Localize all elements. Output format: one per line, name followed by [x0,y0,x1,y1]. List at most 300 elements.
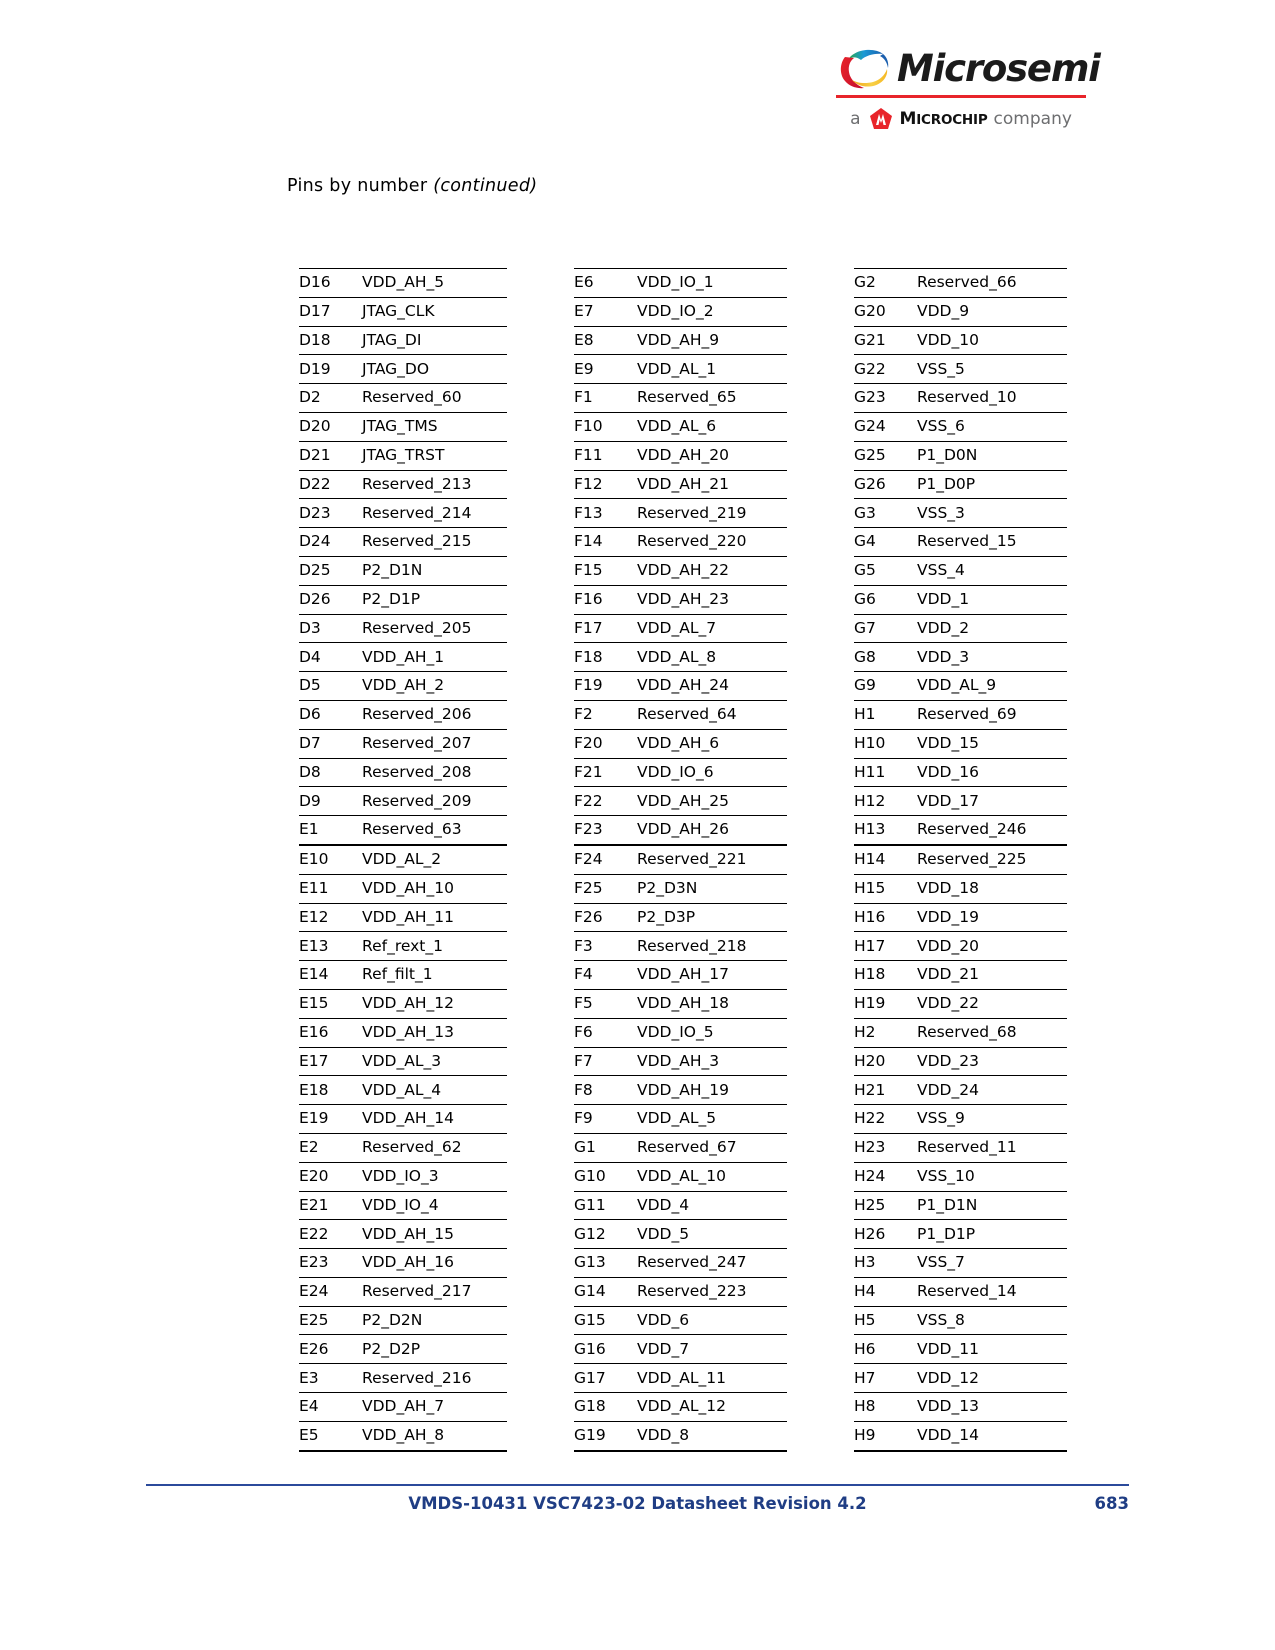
pin-number-cell: H24 [854,1162,917,1191]
table-row [854,700,1067,729]
pin-signal-cell: Reserved_64 [637,700,787,729]
pin-number-cell: H12 [854,787,917,816]
pin-number-cell: H4 [854,1277,917,1306]
pin-number-cell: H15 [854,874,917,903]
pin-number-cell: G19 [574,1421,637,1450]
pin-signal-cell: VDD_21 [917,961,1067,990]
pin-number-cell: H11 [854,758,917,787]
pin-number-cell: D17 [299,297,362,326]
table-row [854,326,1067,355]
pin-signal-cell: VDD_AL_7 [637,614,787,643]
table-row [299,787,507,816]
table-row [574,700,787,729]
table-row [854,1393,1067,1422]
pin-signal-cell: Reserved_221 [637,845,787,874]
table-row [854,556,1067,585]
pin-signal-cell: VDD_IO_5 [637,1018,787,1047]
pin-signal-cell: VDD_11 [917,1335,1067,1364]
pin-signal-cell: Ref_rext_1 [362,932,507,961]
pin-signal-cell: P2_D2N [362,1306,507,1335]
pin-signal-cell: VDD_AH_16 [362,1249,507,1278]
pin-number-cell: E14 [299,961,362,990]
pin-number-cell: H25 [854,1191,917,1220]
table-row [299,700,507,729]
footer-page-number: 683 [1094,1494,1129,1513]
pin-number-cell: F12 [574,470,637,499]
tagline-company-word: company [993,109,1072,129]
pin-signal-cell: VSS_9 [917,1105,1067,1134]
pin-number-cell: H23 [854,1133,917,1162]
pin-signal-cell: Reserved_218 [637,932,787,961]
pin-signal-cell: Reserved_15 [917,528,1067,557]
pin-number-cell: F2 [574,700,637,729]
pin-number-cell: G11 [574,1191,637,1220]
pin-number-cell: D20 [299,412,362,441]
pin-number-cell: G1 [574,1133,637,1162]
pin-signal-cell: VDD_AH_3 [637,1047,787,1076]
pin-signal-cell: VDD_AH_20 [637,441,787,470]
pin-number-cell: E15 [299,989,362,1018]
pin-signal-cell: VDD_12 [917,1364,1067,1393]
pin-signal-cell: P1_D1P [917,1220,1067,1249]
pin-number-cell: E5 [299,1421,362,1450]
table-row [854,1277,1067,1306]
table-row [299,499,507,528]
pin-signal-cell: VDD_AL_2 [362,845,507,874]
pin-signal-cell: VDD_AH_1 [362,643,507,672]
pin-signal-cell: VDD_AH_6 [637,729,787,758]
pin-number-cell: D18 [299,326,362,355]
pin-table-2-body [574,269,787,1451]
pin-table-3-body [854,269,1067,1451]
pin-number-cell: G20 [854,297,917,326]
pin-number-cell: F22 [574,787,637,816]
pin-signal-cell: VDD_9 [917,297,1067,326]
pin-number-cell: H7 [854,1364,917,1393]
table-row [299,441,507,470]
pin-number-cell: G18 [574,1393,637,1422]
table-row [299,1220,507,1249]
pin-signal-cell: VDD_17 [917,787,1067,816]
pin-number-cell: G2 [854,269,917,298]
table-row [574,1047,787,1076]
pin-number-cell: D5 [299,672,362,701]
table-row [574,1306,787,1335]
pin-signal-cell: Reserved_11 [917,1133,1067,1162]
table-row [574,643,787,672]
pin-signal-cell: VDD_AH_26 [637,816,787,845]
table-row [299,1191,507,1220]
pin-signal-cell: Reserved_14 [917,1277,1067,1306]
pin-number-cell: E19 [299,1105,362,1134]
table-row [574,528,787,557]
pin-number-cell: E1 [299,816,362,845]
pin-signal-cell: VDD_AH_15 [362,1220,507,1249]
table-row [574,1076,787,1105]
pin-signal-cell: Reserved_62 [362,1133,507,1162]
pin-number-cell: H26 [854,1220,917,1249]
table-row [299,1076,507,1105]
page-footer [146,1494,1129,1522]
pin-signal-cell: Reserved_216 [362,1364,507,1393]
table-row [854,816,1067,845]
pin-signal-cell: Reserved_63 [362,816,507,845]
pin-signal-cell: P2_D3N [637,874,787,903]
table-row [854,1105,1067,1134]
pin-signal-cell: VDD_AL_12 [637,1393,787,1422]
pin-number-cell: D7 [299,729,362,758]
pin-number-cell: E3 [299,1364,362,1393]
table-row [299,1018,507,1047]
tagline-article: a [850,109,861,129]
pin-signal-cell: VDD_IO_1 [637,269,787,298]
microchip-tagline [836,107,1086,131]
table-row [299,1047,507,1076]
pin-signal-cell: Reserved_66 [917,269,1067,298]
pin-number-cell: D16 [299,269,362,298]
pin-signal-cell: VDD_AL_10 [637,1162,787,1191]
pin-signal-cell: VSS_7 [917,1249,1067,1278]
pin-signal-cell: VDD_10 [917,326,1067,355]
table-row [854,643,1067,672]
pin-signal-cell: Reserved_68 [917,1018,1067,1047]
pin-number-cell: G24 [854,412,917,441]
pin-number-cell: D24 [299,528,362,557]
pin-signal-cell: VDD_IO_3 [362,1162,507,1191]
table-row [854,729,1067,758]
pin-signal-cell: VDD_AL_8 [637,643,787,672]
table-row [854,1133,1067,1162]
table-row [574,499,787,528]
pin-signal-cell: VDD_2 [917,614,1067,643]
table-row [854,874,1067,903]
pin-signal-cell: VDD_1 [917,585,1067,614]
pin-signal-cell: VDD_AH_5 [362,269,507,298]
table-row [854,1220,1067,1249]
table-row [574,1133,787,1162]
pin-signal-cell: VDD_AH_22 [637,556,787,585]
table-row [299,1277,507,1306]
pin-number-cell: G7 [854,614,917,643]
table-row [574,903,787,932]
pin-signal-cell: Reserved_67 [637,1133,787,1162]
table-row [299,816,507,845]
pin-number-cell: H17 [854,932,917,961]
table-row [854,1047,1067,1076]
pin-signal-cell: VDD_8 [637,1421,787,1450]
pin-signal-cell: VDD_6 [637,1306,787,1335]
pin-number-cell: F8 [574,1076,637,1105]
table-row [299,874,507,903]
pin-number-cell: G15 [574,1306,637,1335]
pin-number-cell: G17 [574,1364,637,1393]
pin-signal-cell: VDD_14 [917,1421,1067,1450]
table-row [299,845,507,874]
table-row [574,384,787,413]
pin-number-cell: D2 [299,384,362,413]
table-row [299,758,507,787]
table-row [299,643,507,672]
pin-number-cell: E10 [299,845,362,874]
pin-number-cell: D22 [299,470,362,499]
table-row [854,672,1067,701]
pin-number-cell: E23 [299,1249,362,1278]
table-row [574,1393,787,1422]
pin-signal-cell: VDD_AH_2 [362,672,507,701]
pin-number-cell: F6 [574,1018,637,1047]
pin-number-cell: F5 [574,989,637,1018]
pin-table-3 [854,268,1067,1452]
table-row [299,729,507,758]
pin-number-cell: H21 [854,1076,917,1105]
table-row [299,932,507,961]
pin-number-cell: G12 [574,1220,637,1249]
table-row [574,585,787,614]
pin-signal-cell: VDD_AL_9 [917,672,1067,701]
table-row [299,585,507,614]
table-row [574,932,787,961]
pin-number-cell: E7 [574,297,637,326]
pin-number-cell: E13 [299,932,362,961]
pin-number-cell: H16 [854,903,917,932]
table-row [574,989,787,1018]
pin-signal-cell: VDD_AH_12 [362,989,507,1018]
pin-number-cell: F3 [574,932,637,961]
pin-signal-cell: P1_D0N [917,441,1067,470]
pin-number-cell: G9 [854,672,917,701]
table-row [574,556,787,585]
pin-number-cell: D4 [299,643,362,672]
table-row [299,1105,507,1134]
table-row [574,1249,787,1278]
table-row [854,614,1067,643]
pin-number-cell: H9 [854,1421,917,1450]
pin-signal-cell: VDD_7 [637,1335,787,1364]
pin-number-cell: F11 [574,441,637,470]
pin-number-cell: F9 [574,1105,637,1134]
pin-signal-cell: VSS_10 [917,1162,1067,1191]
microchip-brand-name: MICROCHIP [899,109,988,129]
pin-number-cell: F15 [574,556,637,585]
table-row [299,528,507,557]
pin-signal-cell: VDD_20 [917,932,1067,961]
pin-signal-cell: VDD_13 [917,1393,1067,1422]
table-row [854,787,1067,816]
table-row [574,1018,787,1047]
table-row [299,556,507,585]
table-row [299,1421,507,1450]
pin-number-cell: E9 [574,355,637,384]
pin-table-1-body [299,269,507,1451]
pin-number-cell: G5 [854,556,917,585]
pin-number-cell: G22 [854,355,917,384]
pin-signal-cell: VDD_AH_13 [362,1018,507,1047]
page-title-text: Pins by number [287,176,428,196]
table-row [854,1335,1067,1364]
pin-number-cell: H5 [854,1306,917,1335]
table-row [574,816,787,845]
table-row [574,297,787,326]
pin-signal-cell: VSS_8 [917,1306,1067,1335]
table-row [299,1364,507,1393]
page-title [287,176,537,196]
table-row [574,961,787,990]
pin-number-cell: F24 [574,845,637,874]
table-row [574,355,787,384]
table-row [854,355,1067,384]
table-row [299,1335,507,1364]
pin-signal-cell: VDD_AL_1 [637,355,787,384]
table-row [574,1220,787,1249]
table-row [574,1277,787,1306]
pin-number-cell: F14 [574,528,637,557]
pin-signal-cell: Reserved_219 [637,499,787,528]
pin-column-3 [854,268,1067,1452]
table-row [299,1306,507,1335]
page-title-continued: (continued) [433,176,538,196]
pin-number-cell: D8 [299,758,362,787]
pin-number-cell: G13 [574,1249,637,1278]
pin-signal-cell: VSS_6 [917,412,1067,441]
pin-signal-cell: JTAG_TMS [362,412,507,441]
footer-divider [146,1484,1129,1486]
pin-signal-cell: VDD_IO_4 [362,1191,507,1220]
pin-signal-cell: VDD_IO_2 [637,297,787,326]
pin-signal-cell: VDD_AL_6 [637,412,787,441]
pin-number-cell: F18 [574,643,637,672]
pin-signal-cell: Reserved_208 [362,758,507,787]
logo-red-rule [836,95,1086,98]
pin-number-cell: H13 [854,816,917,845]
table-row [574,1105,787,1134]
table-row [854,528,1067,557]
pin-signal-cell: Ref_filt_1 [362,961,507,990]
pin-signal-cell: VDD_23 [917,1047,1067,1076]
pin-number-cell: G25 [854,441,917,470]
pin-number-cell: G10 [574,1162,637,1191]
pin-number-cell: D3 [299,614,362,643]
pin-number-cell: D26 [299,585,362,614]
pin-table-1 [299,268,507,1452]
pin-signal-cell: VDD_AH_7 [362,1393,507,1422]
pin-signal-cell: Reserved_217 [362,1277,507,1306]
pin-signal-cell: Reserved_220 [637,528,787,557]
pin-signal-cell: Reserved_223 [637,1277,787,1306]
pin-signal-cell: JTAG_DI [362,326,507,355]
pin-signal-cell: P2_D3P [637,903,787,932]
table-row [854,1162,1067,1191]
pin-number-cell: E18 [299,1076,362,1105]
pin-signal-cell: VDD_IO_6 [637,758,787,787]
pin-number-cell: H14 [854,845,917,874]
pin-number-cell: H19 [854,989,917,1018]
pin-signal-cell: JTAG_TRST [362,441,507,470]
table-row [854,961,1067,990]
table-row [854,297,1067,326]
table-row [299,269,507,298]
pin-signal-cell: Reserved_246 [917,816,1067,845]
pin-signal-cell: VDD_AH_19 [637,1076,787,1105]
pin-number-cell: D19 [299,355,362,384]
table-row [854,1018,1067,1047]
pin-number-cell: F20 [574,729,637,758]
table-row [574,787,787,816]
pin-signal-cell: P1_D0P [917,470,1067,499]
pin-number-cell: D6 [299,700,362,729]
pin-signal-cell: VDD_AL_11 [637,1364,787,1393]
table-row [299,614,507,643]
table-row [854,1249,1067,1278]
table-row [574,1421,787,1450]
pin-number-cell: E16 [299,1018,362,1047]
pin-number-cell: E25 [299,1306,362,1335]
table-row [299,384,507,413]
pin-column-1 [299,268,507,1452]
table-row [299,1133,507,1162]
microsemi-swirl-logo-icon [836,44,894,92]
pin-signal-cell: VDD_AH_11 [362,903,507,932]
table-row [574,441,787,470]
pin-number-cell: D25 [299,556,362,585]
pin-signal-cell: Reserved_209 [362,787,507,816]
table-row [854,758,1067,787]
pin-signal-cell: VDD_AH_25 [637,787,787,816]
pin-number-cell: F13 [574,499,637,528]
pin-signal-cell: VDD_AH_14 [362,1105,507,1134]
pin-number-cell: D21 [299,441,362,470]
pin-number-cell: E24 [299,1277,362,1306]
pin-signal-cell: VDD_AH_23 [637,585,787,614]
pin-number-cell: G26 [854,470,917,499]
table-row [854,499,1067,528]
pin-signal-cell: VDD_22 [917,989,1067,1018]
table-row [854,1364,1067,1393]
table-row [854,903,1067,932]
table-row [854,585,1067,614]
table-row [574,412,787,441]
table-row [854,845,1067,874]
table-row [574,1191,787,1220]
table-row [299,672,507,701]
pin-signal-cell: Reserved_207 [362,729,507,758]
table-row [854,470,1067,499]
pin-number-cell: H20 [854,1047,917,1076]
pin-signal-cell: P2_D2P [362,1335,507,1364]
pin-number-cell: F17 [574,614,637,643]
pin-signal-cell: VSS_5 [917,355,1067,384]
pin-number-cell: F10 [574,412,637,441]
pin-number-cell: G6 [854,585,917,614]
pin-number-cell: F26 [574,903,637,932]
table-row [854,1191,1067,1220]
pin-number-cell: E4 [299,1393,362,1422]
table-row [574,1364,787,1393]
table-row [854,932,1067,961]
pin-number-cell: E11 [299,874,362,903]
table-row [854,441,1067,470]
pin-number-cell: E22 [299,1220,362,1249]
table-row [574,729,787,758]
pin-signal-cell: VDD_AH_10 [362,874,507,903]
pin-signal-cell: Reserved_214 [362,499,507,528]
table-row [854,1306,1067,1335]
pin-number-cell: H22 [854,1105,917,1134]
pin-number-cell: G21 [854,326,917,355]
table-row [854,384,1067,413]
pin-number-cell: H1 [854,700,917,729]
pin-signal-cell: VDD_3 [917,643,1067,672]
pin-signal-cell: VDD_AL_5 [637,1105,787,1134]
